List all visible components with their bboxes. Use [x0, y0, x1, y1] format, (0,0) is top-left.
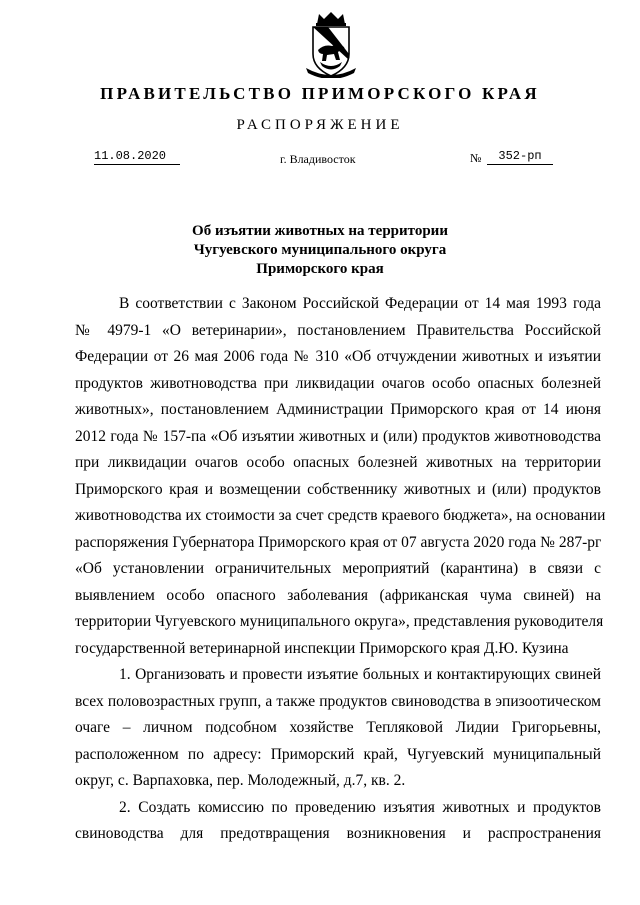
text-line: округ, с. Варпаховка, пер. Молодежный, д.7, кв. 2.: [75, 772, 406, 789]
text-line: 2. Создать комиссию по проведению изъятия животных и продуктов: [119, 798, 601, 816]
text-line: очаге – личном подсобном хозяйстве Тепляковой Лидии Григорьевны,: [75, 719, 601, 736]
text-line: В соответствии с Законом Российской Федерации от 14 мая 1993 года: [119, 295, 601, 312]
text-line: «Об установлении ограничительных мероприятий (карантина) в связи с: [75, 560, 601, 577]
text-line: № 4979-1 «О ветеринарии», постановлением Правительства Российской: [75, 321, 601, 339]
text-line: животноводства их стоимости за счет средств краевого бюджета», на основании: [75, 507, 606, 524]
text-line: всех половозрастных групп, а также продуктов свиноводства в эпизоотическом: [75, 692, 601, 710]
document-body: [75, 291, 606, 848]
text-line: выявлением особо опасного заболевания (африканская чума свиней) на: [75, 586, 601, 604]
text-line: Федерации от 26 мая 2006 года № 310 «Об отчуждении животных и изъятии: [75, 348, 601, 365]
text-line: животных», постановлением Администрации Приморского края от 14 июня: [75, 401, 601, 418]
text-line: расположенном по адресу: Приморский край, Чугуевский муниципальный: [75, 745, 601, 763]
subject-line: Приморского края: [256, 261, 384, 277]
text-line: распоряжения Губернатора Приморского края от 07 августа 2020 года № 287-рг: [75, 533, 602, 551]
subject-line: Чугуевского муниципального округа: [193, 242, 447, 258]
item-1-paragraph: [75, 662, 601, 795]
text-line: государственной ветеринарной инспекции Приморского края Д.Ю. Кузина: [75, 639, 569, 657]
text-line: 1. Организовать и провести изъятие больных и контактирующих свиней: [119, 666, 601, 683]
item-2-paragraph: [75, 795, 601, 848]
text-line: территории Чугуевского муниципального округа», представления руководителя: [75, 613, 604, 630]
government-title: ПРАВИТЕЛЬСТВО ПРИМОРСКОГО КРАЯ: [100, 84, 540, 103]
text-line: Приморского края и возмещении собственнику животных и (или) продуктов: [75, 480, 601, 498]
text-line: при ликвидации очагов особо опасных болезней животных на территории: [75, 454, 601, 471]
primorsky-krai-coat-of-arms-icon: [300, 10, 362, 78]
document-number: 352-рп: [487, 149, 553, 165]
document-type: РАСПОРЯЖЕНИЕ: [236, 117, 404, 133]
text-line: свиноводства для предотвращения возникновения и распространения: [75, 825, 601, 842]
document-date: 11.08.2020: [94, 149, 180, 165]
document-number-label: №: [470, 151, 482, 165]
document-subject: [0, 222, 640, 279]
document-city: г. Владивосток: [280, 152, 356, 166]
preamble-paragraph: [75, 291, 606, 662]
text-line: 2012 года № 157-па «Об изъятии животных и (или) продуктов животноводства: [75, 427, 601, 445]
subject-line: Об изъятии животных на территории: [192, 223, 448, 239]
text-line: продуктов животноводства при ликвидации очагов особо опасных болезней: [75, 374, 601, 392]
